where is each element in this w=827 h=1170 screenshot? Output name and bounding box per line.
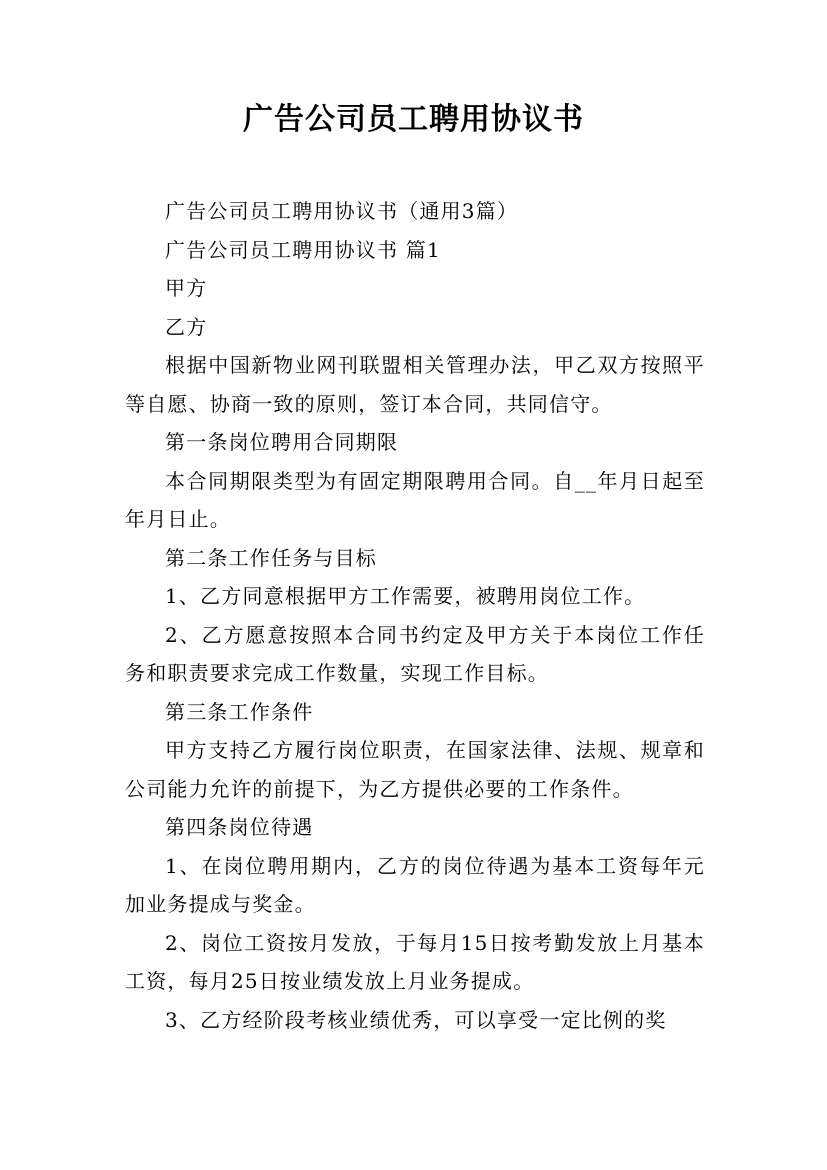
paragraph-subtitle: 广告公司员工聘用协议书（通用3篇） bbox=[165, 199, 519, 223]
paragraph-article-4-heading: 第四条岗位待遇 bbox=[165, 815, 314, 839]
document-body bbox=[125, 192, 705, 1039]
paragraph-party-b: 乙方 bbox=[165, 314, 208, 339]
paragraph-article-4-item-3: 3、乙方经阶段考核业绩优秀，可以享受一定比例的奖 bbox=[165, 1007, 667, 1032]
paragraph-article-1-heading: 第一条岗位聘用合同期限 bbox=[165, 430, 399, 454]
paragraph-article-3-body: 甲方支持乙方履行岗位职责，在国家法律、法规、规章和公司能力允许的前提下，为乙方提供必要的工作条件。 bbox=[125, 738, 705, 801]
paragraph-party-a: 甲方 bbox=[165, 276, 208, 300]
paragraph-article-4-item-1: 1、在岗位聘用期内，乙方的岗位待遇为基本工资每年元加业务提成与奖金。 bbox=[125, 853, 705, 916]
paragraph-article-2-heading: 第二条工作任务与目标 bbox=[165, 545, 377, 570]
paragraph-article-2-item-2: 2、乙方愿意按照本合同书约定及甲方关于本岗位工作任务和职责要求完成工作数量，实现工作目标。 bbox=[125, 622, 705, 685]
paragraph-preamble: 根据中国新物业网刊联盟相关管理办法，甲乙双方按照平等自愿、协商一致的原则，签订本合同，共同信守。 bbox=[125, 353, 705, 416]
paragraph-article-1-term: 本合同期限类型为有固定期限聘用合同。自__年月日起至年月日止。 bbox=[125, 468, 705, 531]
document-title: 广告公司员工聘用协议书 bbox=[243, 102, 584, 137]
paragraph-article-3-heading: 第三条工作条件 bbox=[165, 699, 314, 724]
paragraph-article-4-item-2: 2、岗位工资按月发放，于每月15日按考勤发放上月基本工资，每月25日按业绩发放上月业务提成。 bbox=[125, 930, 705, 993]
paragraph-part-heading: 广告公司员工聘用协议书 篇1 bbox=[165, 237, 441, 262]
paragraph-article-2-item-1: 1、乙方同意根据甲方工作需要，被聘用岗位工作。 bbox=[165, 584, 646, 608]
